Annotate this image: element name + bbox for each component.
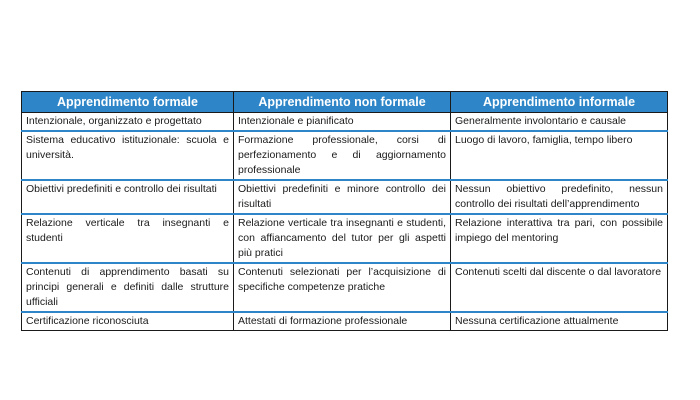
header-non-formal: Apprendimento non formale <box>234 92 451 113</box>
table-cell: Formazione professionale, corsi di perfezionamento e di aggiornamento professionale <box>234 131 451 180</box>
table-row <box>22 214 668 263</box>
table-row <box>22 263 668 312</box>
table-cell: Contenuti selezionati per l’acquisizione di specifiche competenze pratiche <box>234 263 451 312</box>
table-row <box>22 113 668 132</box>
table-cell: Attestati di formazione professionale <box>234 312 451 331</box>
table-cell: Contenuti scelti dal discente o dal lavoratore <box>451 263 668 312</box>
table-cell: Obiettivi predefiniti e controllo dei risultati <box>22 180 234 214</box>
table-cell: Relazione verticale tra insegnanti e studenti, con affiancamento del tutor per gli aspetti più pratici <box>234 214 451 263</box>
table-cell: Contenuti di apprendimento basati su principi generali e definiti dalle strutture ufficiali <box>22 263 234 312</box>
table-cell: Sistema educativo istituzionale: scuola e università. <box>22 131 234 180</box>
header-formal: Apprendimento formale <box>22 92 234 113</box>
table-row <box>22 312 668 331</box>
table-row <box>22 131 668 180</box>
table-cell: Intenzionale e pianificato <box>234 113 451 132</box>
table-cell: Nessuna certificazione attualmente <box>451 312 668 331</box>
table-row <box>22 180 668 214</box>
table-header-row <box>22 92 668 113</box>
table-cell: Relazione verticale tra insegnanti e studenti <box>22 214 234 263</box>
table-cell: Certificazione riconosciuta <box>22 312 234 331</box>
table-cell: Luogo di lavoro, famiglia, tempo libero <box>451 131 668 180</box>
header-informal: Apprendimento informale <box>451 92 668 113</box>
learning-types-table <box>21 91 668 331</box>
table-cell: Obiettivi predefiniti e minore controllo dei risultati <box>234 180 451 214</box>
table-cell: Intenzionale, organizzato e progettato <box>22 113 234 132</box>
table-cell: Nessun obiettivo predefinito, nessun controllo dei risultati dell’apprendimento <box>451 180 668 214</box>
table-cell: Relazione interattiva tra pari, con possibile impiego del mentoring <box>451 214 668 263</box>
table-cell: Generalmente involontario e causale <box>451 113 668 132</box>
